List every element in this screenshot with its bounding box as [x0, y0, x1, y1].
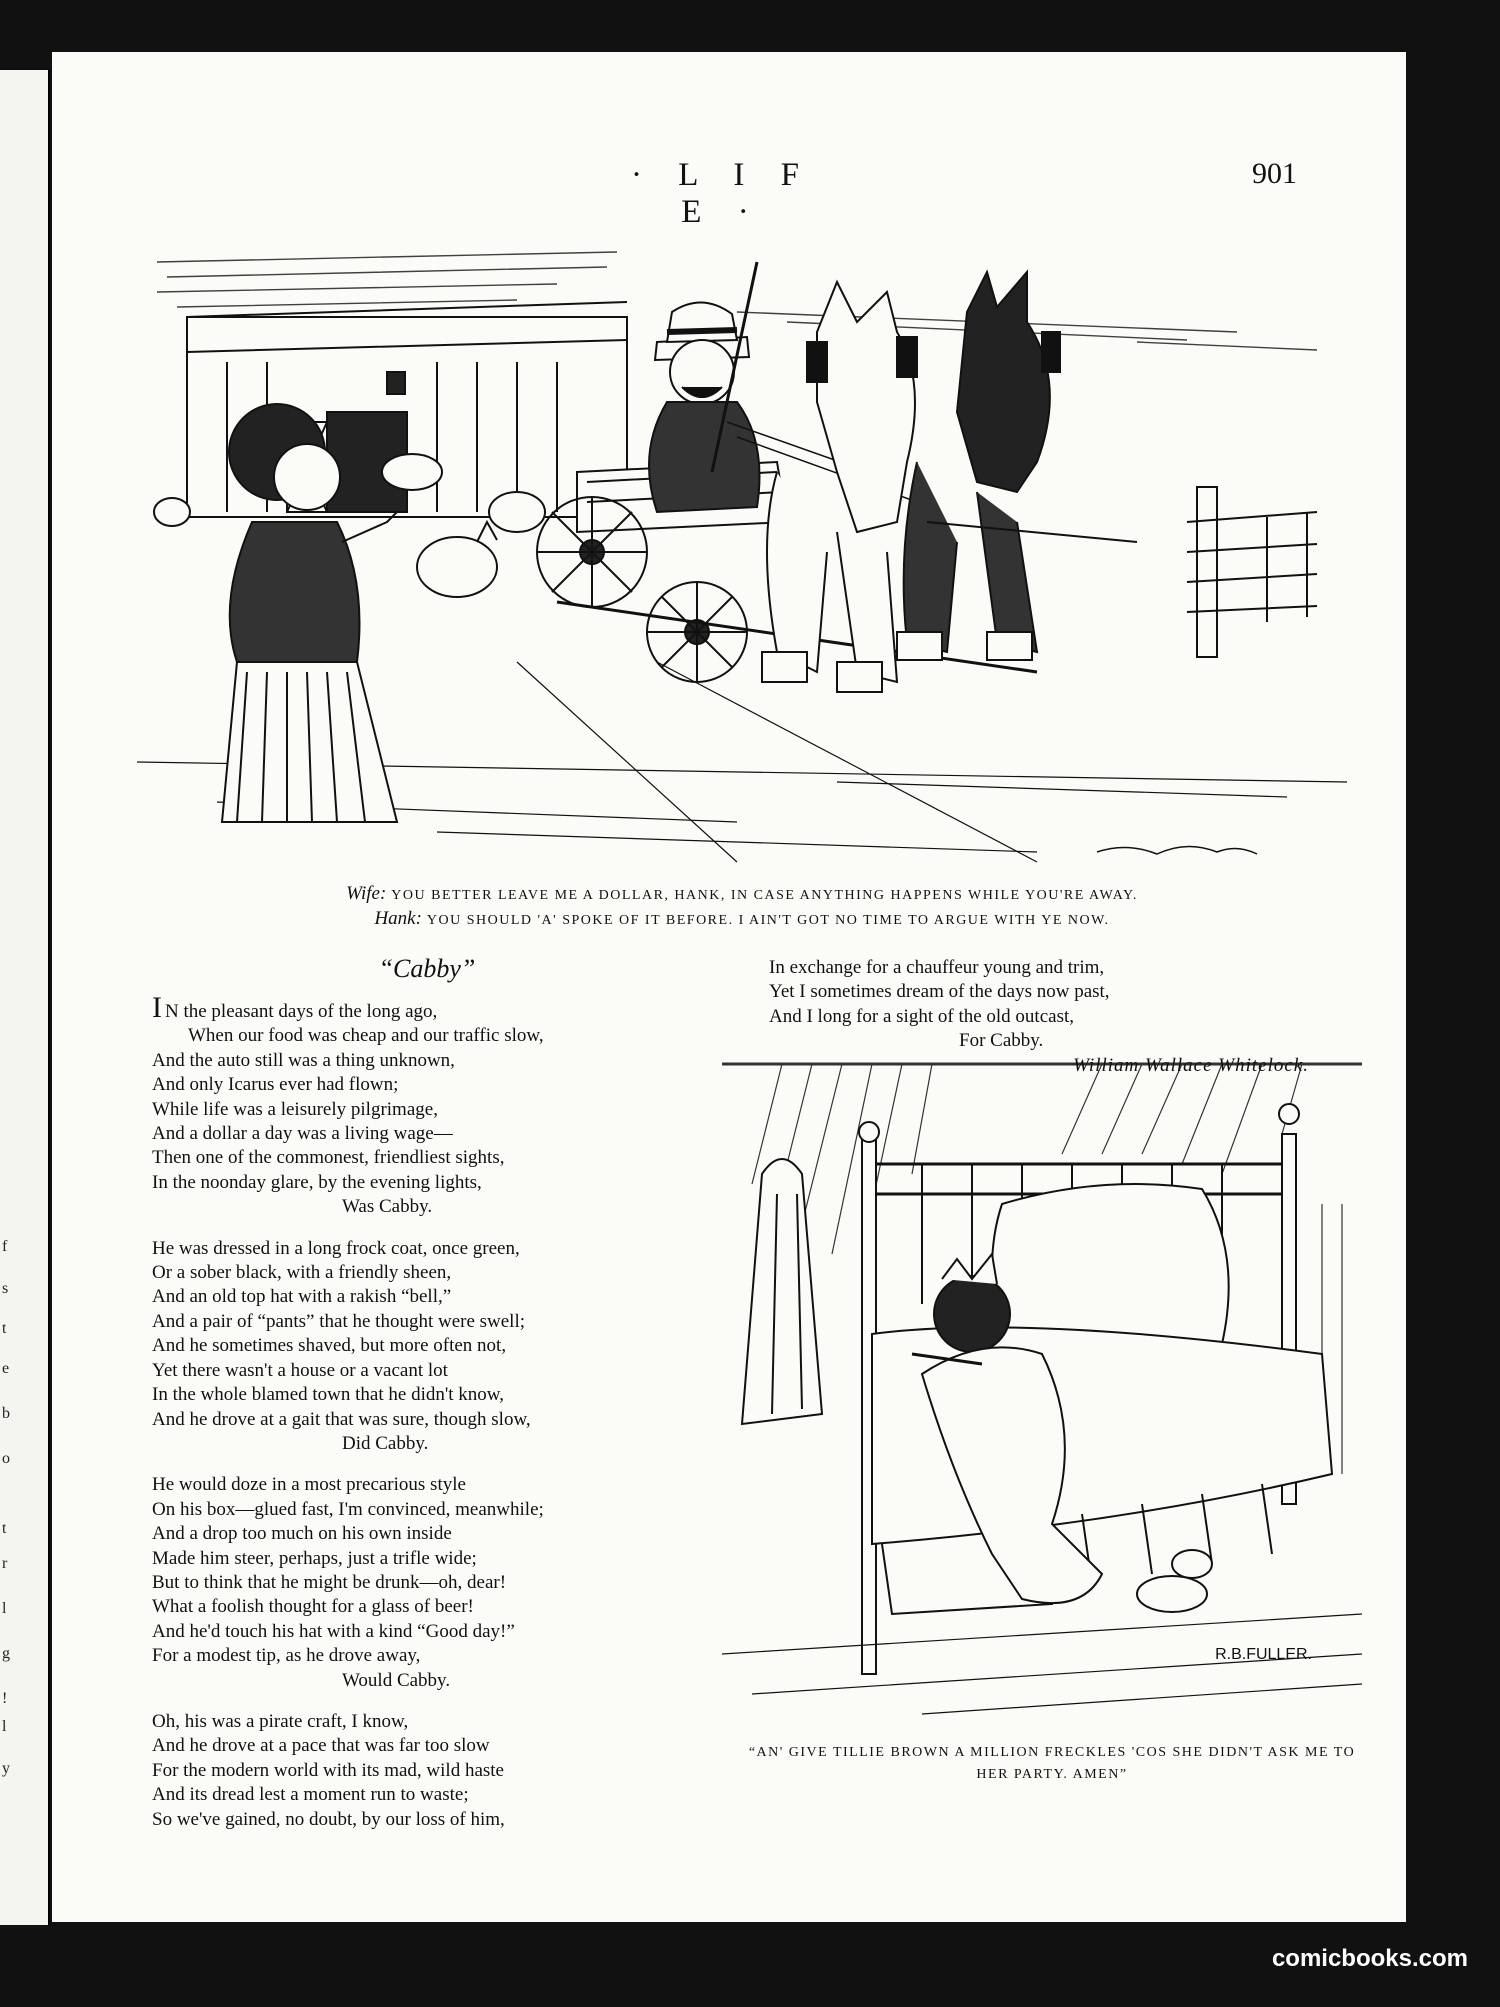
farm-wagon-cartoon — [137, 222, 1352, 872]
poem-line: Then one of the commonest, friendliest sights, — [152, 1147, 505, 1169]
caption-text: YOU SHOULD 'A' SPOKE OF IT BEFORE. I AIN'T GOT NO TIME TO ARGUE WITH YE NOW. — [426, 913, 1110, 928]
poem-line: In exchange for a chauffeur young and trim, — [769, 957, 1105, 978]
poem-line: On his box—glued fast, I'm convinced, meanwhile; — [152, 1498, 544, 1520]
page-fragment-char: l — [2, 1718, 7, 1735]
poem-line: Yet there wasn't a house or a vacant lot — [152, 1359, 448, 1381]
poem-line: For a modest tip, as he drove away, — [152, 1645, 421, 1667]
fence — [1187, 487, 1317, 657]
poem-line: And a drop too much on his own inside — [152, 1523, 452, 1545]
poem-line: When our food was cheap and our traffic slow, — [188, 1025, 544, 1047]
bottom-cartoon-caption: “AN' GIVE TILLIE BROWN A MILLION FRECKLES 'COS SHE DIDN'T ASK ME TO HER PARTY. AMEN” — [748, 1745, 1356, 1782]
poem-title: “Cabby” — [378, 954, 476, 983]
poem-line: Yet I sometimes dream of the days now past, — [769, 981, 1110, 1003]
praying-girl-cartoon — [722, 1054, 1362, 1719]
poem-refrain: For Cabby. — [959, 1030, 1044, 1052]
drop-cap: I — [152, 991, 162, 1024]
poem-refrain: Was Cabby. — [342, 1196, 433, 1218]
poem-stanza — [152, 991, 712, 1220]
poem-line: Oh, his was a pirate craft, I know, — [152, 1710, 409, 1732]
hanging-garment — [742, 1159, 822, 1424]
slippers — [1137, 1550, 1212, 1612]
poem-line: And an old top hat with a rakish “bell,” — [152, 1286, 452, 1308]
poem-line: And he sometimes shaved, but more often not, — [152, 1335, 507, 1357]
poem-line: And only Icarus ever had flown; — [152, 1074, 399, 1096]
poem-line: And he drove at a pace that was far too slow — [152, 1735, 490, 1757]
poem-line: And its dread lest a moment run to waste; — [152, 1784, 469, 1806]
page-fragment-char: t — [2, 1320, 7, 1337]
dark-horse — [897, 272, 1137, 660]
page-fragment-char: r — [2, 1555, 8, 1572]
poem-refrain: Did Cabby. — [342, 1432, 429, 1454]
poem-line: But to think that he might be drunk—oh, dear! — [152, 1571, 507, 1593]
magazine-page — [52, 52, 1406, 1922]
poem-line: While life was a leisurely pilgrimage, — [152, 1098, 438, 1120]
poem-stanza — [152, 1237, 712, 1457]
poem-refrain: Would Cabby. — [342, 1669, 451, 1691]
poem-author: William Wallace Whitelock. — [1073, 1054, 1309, 1076]
caption-speaker: Wife: — [346, 883, 387, 904]
poem-line-text: N the pleasant days of the long ago, — [165, 1001, 438, 1022]
page-number: 901 — [1252, 157, 1297, 190]
artist-signature — [1097, 846, 1257, 854]
poem-line: And he'd touch his hat with a kind “Good day!” — [152, 1620, 515, 1642]
page-fragment-char: l — [2, 1600, 7, 1617]
poem-line: Made him steer, perhaps, just a trifle wide; — [152, 1547, 477, 1569]
poem-stanza — [152, 1710, 712, 1832]
floor — [722, 1614, 1362, 1714]
artist-signature-fuller: R.B.FULLER. — [1215, 1646, 1312, 1663]
poem-stanza — [152, 1473, 712, 1693]
poem-line: And I long for a sight of the old outcast, — [769, 1005, 1075, 1027]
adjacent-page-edge — [0, 70, 50, 1925]
poem-line: He would doze in a most precarious style — [152, 1474, 466, 1496]
site-watermark: comicbooks.com — [1271, 1945, 1468, 1972]
white-horse — [762, 282, 917, 692]
poem-line: In the whole blamed town that he didn't know, — [152, 1384, 505, 1406]
page-fragment-char: o — [2, 1450, 10, 1467]
poem-line: For the modern world with its mad, wild haste — [152, 1759, 504, 1781]
poem-line: He was dressed in a long frock coat, once green, — [152, 1237, 520, 1259]
page-fragment-char: y — [2, 1760, 10, 1777]
page-fragment-char: s — [2, 1280, 9, 1297]
page-fragment-char: ! — [2, 1690, 8, 1707]
page-fragment-char: f — [2, 1238, 8, 1255]
page-fragment-char: t — [2, 1520, 7, 1537]
masthead: · L I F E · — [630, 157, 813, 230]
caption-text: YOU BETTER LEAVE ME A DOLLAR, HANK, IN CASE ANYTHING HAPPENS WHILE YOU'RE AWAY. — [391, 888, 1138, 903]
page-fragment-char: e — [2, 1360, 10, 1377]
poem-column-left — [152, 991, 712, 1849]
caption-line — [132, 882, 1352, 907]
page-fragment-char: b — [2, 1405, 10, 1422]
poem-line: And a pair of “pants” that he thought were swell; — [152, 1310, 526, 1332]
top-cartoon-caption — [132, 882, 1352, 932]
page-fragment-char: g — [2, 1645, 10, 1662]
caption-line — [132, 907, 1352, 932]
poem-line: And he drove at a gait that was sure, though slow, — [152, 1408, 531, 1430]
poem-line: And a dollar a day was a living wage— — [152, 1123, 453, 1145]
poem-line: What a foolish thought for a glass of beer! — [152, 1596, 474, 1618]
poem-line: And the auto still was a thing unknown, — [152, 1049, 455, 1071]
poem-line: So we've gained, no doubt, by our loss of him, — [152, 1808, 505, 1830]
poem-line: Or a sober black, with a friendly sheen, — [152, 1262, 452, 1284]
caption-speaker: Hank: — [374, 908, 422, 929]
poem-line: In the noonday glare, by the evening lights, — [152, 1171, 482, 1193]
poem-line — [152, 991, 712, 1024]
